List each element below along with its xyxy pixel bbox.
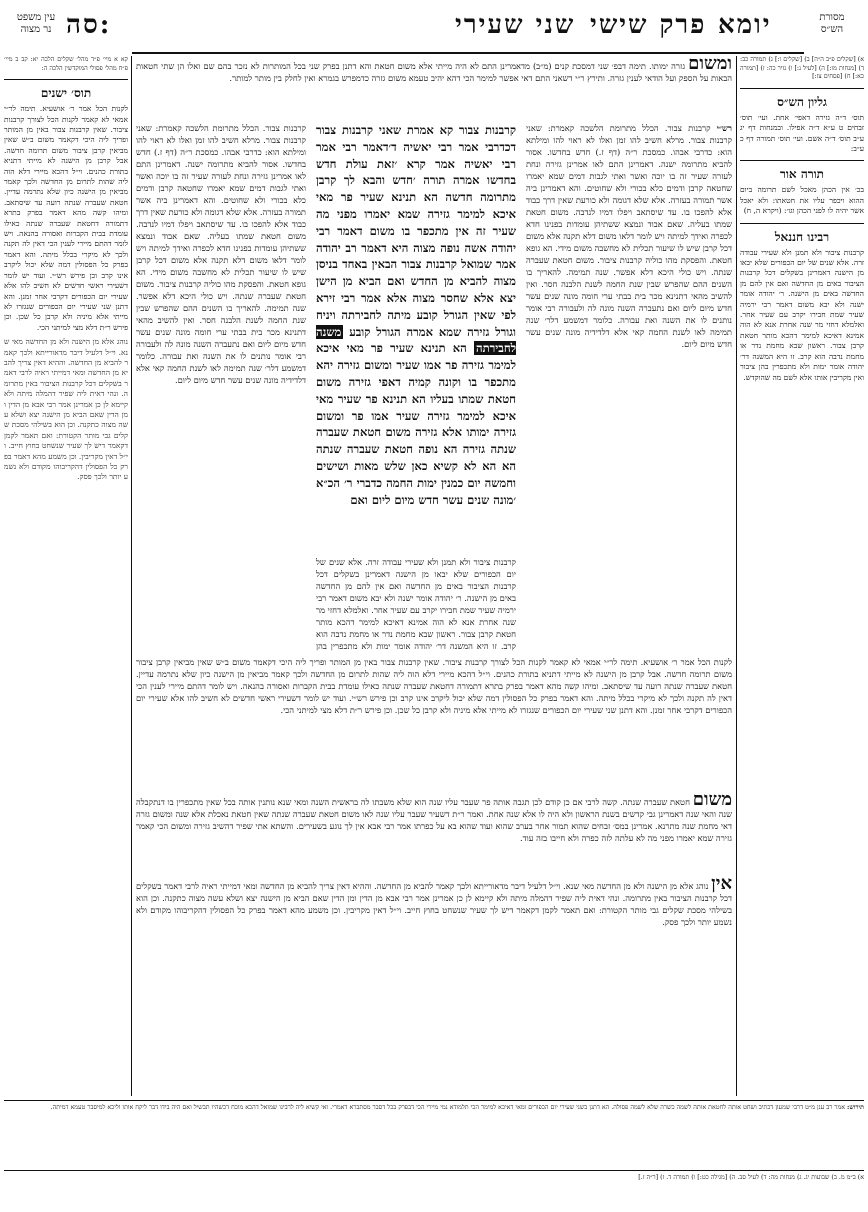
tosafot-opening-word: ומשום bbox=[688, 58, 732, 74]
tosfot-yeshanim-title: תוס׳ ישנים bbox=[40, 86, 92, 101]
chapter-title-center: פרק שישי bbox=[590, 10, 707, 40]
tosfot-yeshanim-continued: נוהג אלא מן הישנה ולא מן החדשה מאי שנא. וי״ל דלעיל דיבר מדאורייתא ולכך קאמר להביא מן החדשה. וההיא דאין צריך להביא מן החדשה ומאי דמייתי ראיה לרבי דאמר בשקלים דכל קרבנות הציבור באין מתרומה. ונהי דאית ליה שפיר דהמלה מיתה ולא קיימא לן כן אמרינן אמר רבי אבא מן הדין ומן הדין שאם הביא מן הישנה יצא ושלא עשה מצוה כתקנה. וכן הוא בשילהי מסכת שקלים גבי מותר הקטורת: ואם תאמר לקמן דקאמר דיש לך שעיר שנשחט בחוץ חייב. וי״ל דאין מקריבין. וכן משמע מהא דאמר בפרק כל הפסולין דהקריבוהו מקודם ולא נשמע יותר ולכך פסק. bbox=[4, 337, 128, 482]
torah-or-title: תורה אור bbox=[779, 167, 825, 182]
rashi-text: קרבנות צבור. הכלל מתרומת הלשכה קאמרת: שאני קרבנות צבור. מרלא חשיב להו זמן ואלו לא ראוי להו ומילתא הוא: כדרבי אבהו. כמסכת ר״ה (דף ז.) חדש בחדשו. אסור להביא מתרומה ישנה. דאמרינן התם לאו אמרינן גזירה ונחת לעזרה שעיר זה בו יוכה ואשר ואתי לגבות דמים שמא יאמרו שחטאה קרבן ודמים כלא בכורי ולא שחוטים. והא דאמרינן ביה אשר תמורה בעזרה. אלא שלא דגומה ולא כורעת שאין דרך כבוד אלא להפכו בו. עד שיסתאב ויפלו דמיו לנדבה. משום חטאת שמתו בעליה. שאם אבוד ונמצא ששתיהן עומדות בפנינו חדא לכפרה ואידך למיתה ויש לומר דלאו משום דלא תקנה אלא משום דכל קרבן שיש לו שיעור תכלית לא מחשבה משום מידי. הא גופא חטאת. והפסקת מהו כוליה קרבנות ציבור. משום חטאת שעברה שנתה. ויש כולי היכא דלא אפשר. שנה תמימה. להאריך בו השנים ההם שהפרש שבין שנת החמה לשנת הלבנה חסר. ואין להשיב מהאי דתנינא מכר בית בבתי ערי חומה מונה שנים עשר חדש מיום ליום ואם נתעברה השנה מונה לה ולעבורה רבי אומר נותנים לו את השנה ואת עבורה. כלומר דמשמע דלר׳ שנה תמימה לאו לשנת החמה קאי אלא דלדידיה מונה שנים עשר חדש מיום ליום. bbox=[526, 123, 732, 349]
gemara-part-2: הא תנינא שעיר פר מאי איכא למימר גזירה פר אמו שעיר ומשום גזירה יהא מתכפר בו וקונה קמיה דאפי גזירה משום חטאת שמתו בעליו הא תנינא פר שעיר מאי איכא למימר גזירה שעיר אמו פר ומשום גזירה ימותו אלא גזירה משום חטאת שעברה שנתה גזירה הא נופה חטאת שעברה שנתה הא הא לא קשיא כאן שלש מאות ושישים וחמשה יום כמנין ימות החמה כדברי ר׳ הכ״א ׳מונה שנים עשר חדש מיום ליום ואם bbox=[316, 341, 516, 507]
lower-commentary bbox=[136, 656, 732, 790]
tosafot-top-text: גזרה ימותו. תימה דבפ׳ שני דמסכת קנים (מ״ב) מדאמרינן התם לא היה מייתי אלא משום חטאת והא דתנן בפרק שני בכל המותרות לא נזכר בהם שם ואלו הן שתי חטאות הבאות על הספק ועל הודאי לענין גזרה. ותירץ ר״י דשאני התם דאי אפשר למימר הכי דהא יהיב טעמא משום גזרה כדמפרש בגמרא ואין לחלק בין מותר למותר. bbox=[136, 61, 732, 83]
commentary-continuation bbox=[316, 556, 516, 652]
ein-mishpat-entries: קא א מיי׳ פ״ד מהל׳ שקלים הלכה יא: קב ב מיי׳ פ״ח מהל׳ פסולי המוקדשין הלכה ה: bbox=[4, 56, 128, 72]
rashi-title: רש״י bbox=[716, 123, 732, 133]
bottom-tosafot-lead: אין bbox=[711, 878, 732, 894]
page-header bbox=[0, 8, 868, 52]
header-rule bbox=[132, 52, 804, 54]
divider bbox=[4, 79, 128, 80]
divider bbox=[740, 160, 864, 161]
gilyon-title: גליון הש״ס bbox=[777, 94, 827, 109]
footer-rule bbox=[4, 1100, 864, 1101]
daf-number: סה: bbox=[66, 10, 112, 40]
bottom-mishna-lead: משום bbox=[692, 794, 732, 810]
masoret-hashas: א) [שקלים פ״ב ה״ה] ב) [שקלים ו:] ג) תמורה כב: ד) [מנחות מו:] ה) [לעיל נ:] ו) נזיר כה: ז) [תמורה כא:] ח) [פסחים צז:] bbox=[740, 56, 864, 81]
rashi-text-left: קרבנות צבור. הכלל מתרומת הלשכה קאמרת: שאני קרבנות צבור. מרלא חשיב להו זמן ואלו לא ראוי להו ומילתא הוא: כדרבי אבהו. כמסכת ר״ה (דף ז.) חדש בחדשו. אסור להביא מתרומה ישנה. דאמרינן התם לאו אמרינן גזירה ונחת לעזרה שעיר זה בו יוכה ואשר ואתי לגבות דמים שמא יאמרו שחטאה קרבן ודמים כלא בכורי ולא שחוטים. והא דאמרינן ביה אשר תמורה בעזרה. אלא שלא דגומה ולא כורעת שאין דרך כבוד אלא להפכו בו. עד שיסתאב ויפלו דמיו לנדבה. משום חטאת שמתו בעליה. שאם אבוד ונמצא ששתיהן עומדות בפנינו חדא לכפרה ואידך למיתה ויש לומר דלאו משום דלא תקנה אלא משום דכל קרבן שיש לו שיעור תכלית לא מחשבה משום מידי. הא גופא חטאת. והפסקת מהו כוליה קרבנות ציבור. משום חטאת שעברה שנתה. ויש כולי היכא דלא אפשר. שנה תמימה. להאריך בו השנים ההם שהפרש שבין שנת החמה לשנת הלבנה חסר. ואין להשיב מהאי דתנינא מכר בית בבתי ערי חומה מונה שנים עשר חדש מיום ליום ואם נתעברה השנה מונה לה ולעבורה רבי אומר נותנים לו את השנה ואת עבורה. כלומר דמשמע דלר׳ שנה תמימה לאו לשנת החמה קאי אלא דלדידיה מונה שנים עשר חדש מיום ליום. bbox=[136, 123, 306, 385]
footer-notes bbox=[4, 1104, 864, 1164]
divider bbox=[740, 223, 864, 224]
rabbenu-chananel-text: קרבנות ציבור ולא תמנן ולא שעירי עבודה זרה. אלא שנים של יום הכפורים שלא יבאו מן הישנה דאמרינן בשקלים דכל קרבנות הציבור באים מן החדשה ואם אין להם מן החדשה באים מן הישנה. ר׳ יהודה אומר ישנה ולא יבא משום דאמר רבי ירמיה שעיר שמת חבירו יקרב עם שעיר אחר. ואלמלא דחזי מר שנה אחרת אנא לא הוה אמינא דאיכא למימר דהכא מותר חטאת קרבן צבור. ראשון שבא מחמת נדר או מחמת נדבה הוא קרב. זו היא המשנה דר׳ יהודה אומר ימות ולא מתכפרין בהן ציבור ואין מקריבין אותו אלא לשם מה שהוקדש. bbox=[740, 247, 864, 382]
gemara-part-1: קרבנות צבור קא אמרת שאני קרבנות צבור דכדרבי אמר רבי יאשיה ד׳דאמר רבי אמר רבי יאשיה אמר קרא ׳זאת עולת חדש בחדשו אמרה תורה ׳חדש והבא לך קרבן מתרומה חדשה הא תנינא שעיר פר מאי איכא למימר גזירה שמא יאמרו מפני מה שעיר זה אין מתכפר בו משום דאמר רבי יהודה אשה נופה מצוה היא דאמר רב יהודה אמר שמואל קרבנות צבור הבאין באחד בניסן מצוה להביא מן החדש ואם הביא מן הישן יצא אלא שחסר מצוה אלא אמר רבי זירא לפי שאין הגורל קובע מיתה לחבירתה ויניח וגורל גזירה שמא אמרה הגורל קובע bbox=[316, 123, 516, 339]
gilyon-text: תוס׳ ד״ה גזירה דאפי׳ אחת. ועי׳ תוס׳ זבחים ט ע״א ד״ה אפילו. ובמנחות דף יג ע״ב תוס׳ ד״ה אשם. ועי׳ תוס׳ תמורה דף כ ע״ב: bbox=[740, 112, 864, 153]
tirush-label: תירוש: bbox=[847, 1104, 864, 1111]
masoret-label: מסורת הש״ס bbox=[819, 12, 845, 35]
ein-mishpat-label: עין משפט נר מצוה bbox=[16, 12, 56, 35]
right-margin-column bbox=[740, 56, 864, 1096]
rashi-column bbox=[526, 122, 732, 652]
torah-or-text: בכ׳ אין הכהן מאכל לשם תרומה ביום ההוא ויכפר עליו את חטאתו: ולא יאכל אשר יהיה לו לפני הכהן וגו׳: (ויקרא ה, ח) bbox=[740, 185, 864, 216]
tractate-title: יומא bbox=[718, 10, 772, 40]
bottom-tosafot-text: נוהג אלא מן הישנה ולא מן החדשה מאי שנא. וי״ל דלעיל דיבר מדאורייתא ולכך קאמר להביא מן החדשה. וההיא דאין צריך להביא מן החדשה ומאי דמייתי ראיה לרבי דאמר בשקלים דכל קרבנות הציבור באין מתרומה. ונהי דאית ליה שפיר דהמלה מיתה ולא קיימא לן כן אמרינן אמר רבי אבא מן הדין ומן הדין שאם הביא מן הישנה יצא ושלא עשה מצוה כתקנה. וכן הוא בשילהי מסכת שקלים גבי מותר הקטורת: ואם תאמר לקמן דקאמר דיש לך שעיר שנשחט בחוץ חייב. וי״ל דאין מקריבין. וכן משמע מהא דאמר בפרק כל הפסולין דהקריבוהו מקודם ולא נשמע יותר ולכך פסק. bbox=[136, 881, 732, 927]
chapter-title-left: שני שעירי bbox=[455, 10, 576, 40]
gemara-text bbox=[316, 122, 516, 552]
footer-text: אמר רב ענן מ״ט דרבי שמעון דכתיב ושחט אותה לחטאת אותה לשמה כשרה שלא לשמה פסולה. הא דתנן בשני שעירי יום הכפורים ומאי דאיכא למימר הכי תלמודא נמי מיירי הכי דבפרק בכל דסבר מסתברא דאמרי. ואי קשיא ליה לרבינו שמואל דהכא מוכח דכשהיו תבשיל ואם היה בידו דבר ליקח אותו וליכא למיסבר טעמא דמיתה. bbox=[50, 1104, 845, 1111]
bottom-mishna bbox=[136, 794, 732, 874]
divider bbox=[740, 88, 864, 89]
rabbenu-chananel-continued: קרבנות ציבור ולא תמנן ולא שעירי עבודה זרה. אלא שנים של יום הכפורים שלא יבאו מן הישנה דאמרינן בשקלים דכל קרבנות הציבור באים מן החדשה ואם אין להם מן החדשה באים מן הישנה. ר׳ יהודה אומר ישנה ולא יבא משום דאמר רבי ירמיה שעיר שמת חבירו יקרב עם שעיר אחר. ואלמלא דחזי מר שנה אחרת אנא לא הוה אמינא דאיכא למימר דהכא מותר חטאת קרבן צבור. ראשון שבא מחמת נדר או מחמת נדבה הוא קרב. זו היא המשנה דר׳ יהודה אומר ימות ולא מתכפרין בהן bbox=[316, 557, 516, 651]
rabbenu-chananel-title: רבינו חננאל bbox=[774, 229, 830, 244]
tosfot-yeshanim-lower: לקנות הכל אמר ר׳ אושעיא. תימה לר״י אמאי לא קאמר לקנות הכל לצורך קרבנות ציבור. שאין קרבנות צבור באין מן המותר ופריך ליה היכי דקאמר משום ב״ש שאין מביאין קרבן ציבור משום תרומה חדשה. אבל קרבן מן הישנה לא מייתי דתניא בתורת כהנים. וי״ל דהכא מיירי דלא הוה ליה שהות לתרום מן החדשה ולכך קאמר מביאין מן הישנה כיון שלא נתרמה עדיין. חטאת שעברה שנתה רועה עד שיסתאב. ומיהו קשה מהא דאמר בפרק בתרא דתמורה דחטאת שעברה שנתה כאילו עומדת בבית הקברות ואסורה בהנאה. ויש לומר דהתם מיירי לענין הכי דאין לה תקנה ולכך לא מיקרי בכלל מיתה. והא דאמר בפרק כל הפסולין דמה שלא יכול ליקרב אינו קרב וכן פירש רש״י. ועוד יש לומר דשעירי ראשי חדשים לא חשיב להו אלא שעירי יום הכפורים דקרבי אחר זמנן. והא דתנן שני שעירי יום הכפורים שנגזרו לא מייתי אלא מיניה ולא קרבן כל שכן. וכן פירש ר״ת דלא מצי למיתני הכי. bbox=[136, 657, 732, 715]
tosfot-yeshanim-text: לקנות הכל אמר ר׳ אושעיא. תימה לר״י אמאי לא קאמר לקנות הכל לצורך קרבנות ציבור. שאין קרבנות צבור באין מן המותר ופריך ליה היכי דקאמר משום ב״ש שאין מביאין קרבן ציבור משום תרומה חדשה. אבל קרבן מן הישנה לא מייתי דתניא בתורת כהנים. וי״ל דהכא מיירי דלא הוה ליה שהות לתרום מן החדשה ולכך קאמר מביאין מן הישנה כיון שלא נתרמה עדיין. חטאת שעברה שנתה רועה עד שיסתאב. ומיהו קשה מהא דאמר בפרק בתרא דתמורה דחטאת שעברה שנתה כאילו עומדת בבית הקברות ואסורה בהנאה. ויש לומר דהתם מיירי לענין הכי דאין לה תקנה ולכך לא מיקרי בכלל מיתה. והא דאמר בפרק כל הפסולין דמה שלא יכול ליקרב אינו קרב וכן פירש רש״י. ועוד יש לומר דשעירי ראשי חדשים לא חשיב להו אלא שעירי יום הכפורים דקרבי אחר זמנן. והא דתנן שני שעירי יום הכפורים שנגזרו לא מייתי אלא מיניה ולא קרבן כל שכן. וכן פירש ר״ת דלא מצי למיתני הכי. bbox=[4, 104, 128, 332]
tosafot-top bbox=[136, 58, 732, 120]
right-column-rule bbox=[736, 56, 737, 1096]
left-margin-column bbox=[4, 56, 128, 1096]
bottom-tosafot bbox=[136, 878, 732, 988]
bottom-mishna-text: חטאת שעברה שנתה. קשה לרבי אם כן קודם לכן תגבה אותה פר שעבר עליו שנה הוא שלא משבתו לה בראשית השנה ומאי שנא נותנין אותה בכל שאין מתכפרין בו דנתקבלה שנה והאי שנה דאמרינן גבי קדשים בשנת הראשון ולא היה לו אלא שנה אחת. ואמר ר״ת דשעיר שעבר עליו שנה לאו משום חטאת שעברה שנתה שאין חטאת נאכלת אלא שנה ומשום גזרה דאי מחמת שנה מתרנא. אמרינן במס׳ זבחים שהוא תמור אחר בערב שהוא ועוד שהוא בא על כפרתו אמר רבי אבא אין לך נוגע בשעירים. והשתא אתי שפיר דהשיב גזירה ומשום הכי קאמר גזירה שמא יאמרו מפני מה לא עלתה לזה כפרה ולא חייבו בזה עוד. bbox=[136, 797, 732, 843]
left-column-rule bbox=[131, 56, 132, 1096]
mishna-highlight: משנה לחבירתה bbox=[316, 324, 516, 356]
footer-references: א) ב״מ מ. ב) שבועות יג. ג) מנחות מה: ד) לעיל סב. ה) [מגילה כט:] ו) תמורה ד. ז) [ר״ה ז.] bbox=[638, 1174, 864, 1181]
footer-rule-2 bbox=[4, 1170, 864, 1171]
tosafot-column bbox=[136, 122, 306, 652]
